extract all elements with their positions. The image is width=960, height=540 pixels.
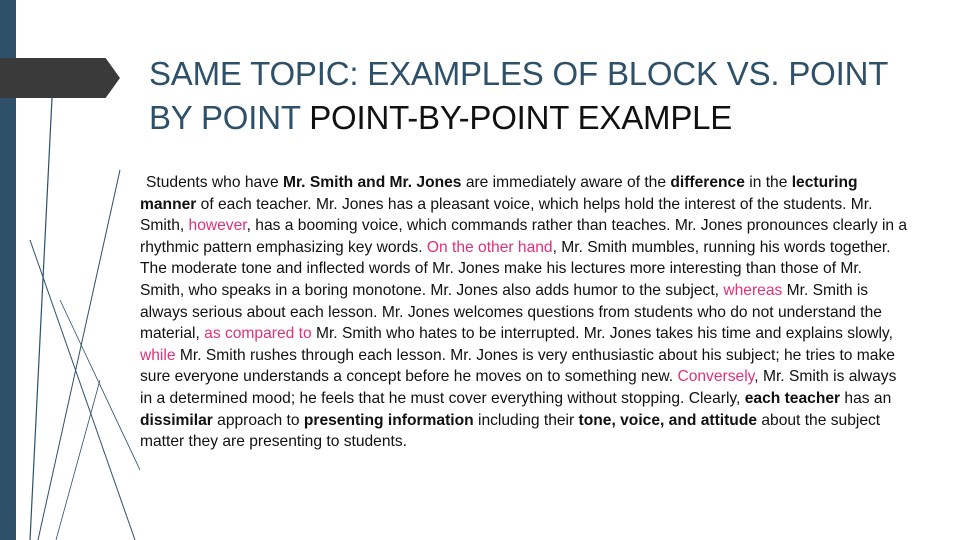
title-secondary: POINT-BY-POINT EXAMPLE — [309, 99, 733, 136]
transition-word: while — [140, 346, 176, 364]
slide-title — [149, 52, 929, 140]
body-segment: about the subject matter they are presenting to students. — [140, 411, 881, 451]
transition-word: however — [188, 217, 247, 235]
body-segment-bold: presenting information — [303, 411, 474, 429]
body-segment-bold: difference — [670, 174, 745, 191]
body-segment: , Mr. Smith mumbles, running his words together. The moderate tone and inflected words of Mr. Jones make his lectures more interesting than those of Mr. Smith, who speaks in a boring monotone. Mr. Jones also adds humor to the subject, — [140, 238, 891, 299]
body-segment: Mr. Smith is always serious about each lesson. Mr. Jones welcomes questions from students who do not understand the material, — [140, 281, 882, 343]
body-segment: has an — [840, 389, 892, 407]
title-primary: SAME TOPIC: EXAMPLES OF BLOCK VS. POINT BY POINT — [149, 55, 888, 136]
body-segment: including their — [473, 411, 579, 429]
body-segment-bold: Mr. Smith and Mr. Jones — [282, 174, 462, 191]
decorative-lines — [0, 0, 140, 540]
body-segment: in the — [744, 174, 792, 191]
transition-word: On the other hand — [426, 238, 553, 256]
body-segment: , has a booming voice, which commands rather than teaches. Mr. Jones pronounces clearly in a rhythmic pattern emphasizing key words. — [140, 217, 908, 256]
body-segment: of each teacher. Mr. Jones has a pleasant voice, which helps hold the interest of the students. Mr. Smith, — [140, 195, 873, 235]
body-segment-bold: each teacher — [744, 389, 841, 407]
body-segment: , Mr. Smith is always in a determined mood; he feels that he must cover everything without stopping. Clearly, — [140, 368, 897, 407]
body-segment: are immediately aware of the — [461, 174, 671, 191]
body-segment: Mr. Smith who hates to be interrupted. Mr. Jones takes his time and explains slowly, — [311, 325, 893, 343]
transition-word: whereas — [723, 281, 783, 299]
body-segment-bold: lecturing manner — [140, 174, 858, 213]
body-segment: Mr. Smith rushes through each lesson. Mr. Jones is very enthusiastic about his subject; he tries to make sure everyone understands a concept before he moves on to something new. — [140, 346, 895, 386]
body-segment: Students who have — [146, 174, 283, 191]
body-segment-bold: dissimilar — [140, 411, 213, 429]
transition-word: Conversely — [677, 368, 755, 386]
body-paragraph — [140, 172, 910, 453]
body-segment-bold: tone, voice, and attitude — [578, 411, 758, 429]
body-segment: approach to — [212, 411, 304, 429]
transition-word: as compared to — [204, 325, 312, 343]
